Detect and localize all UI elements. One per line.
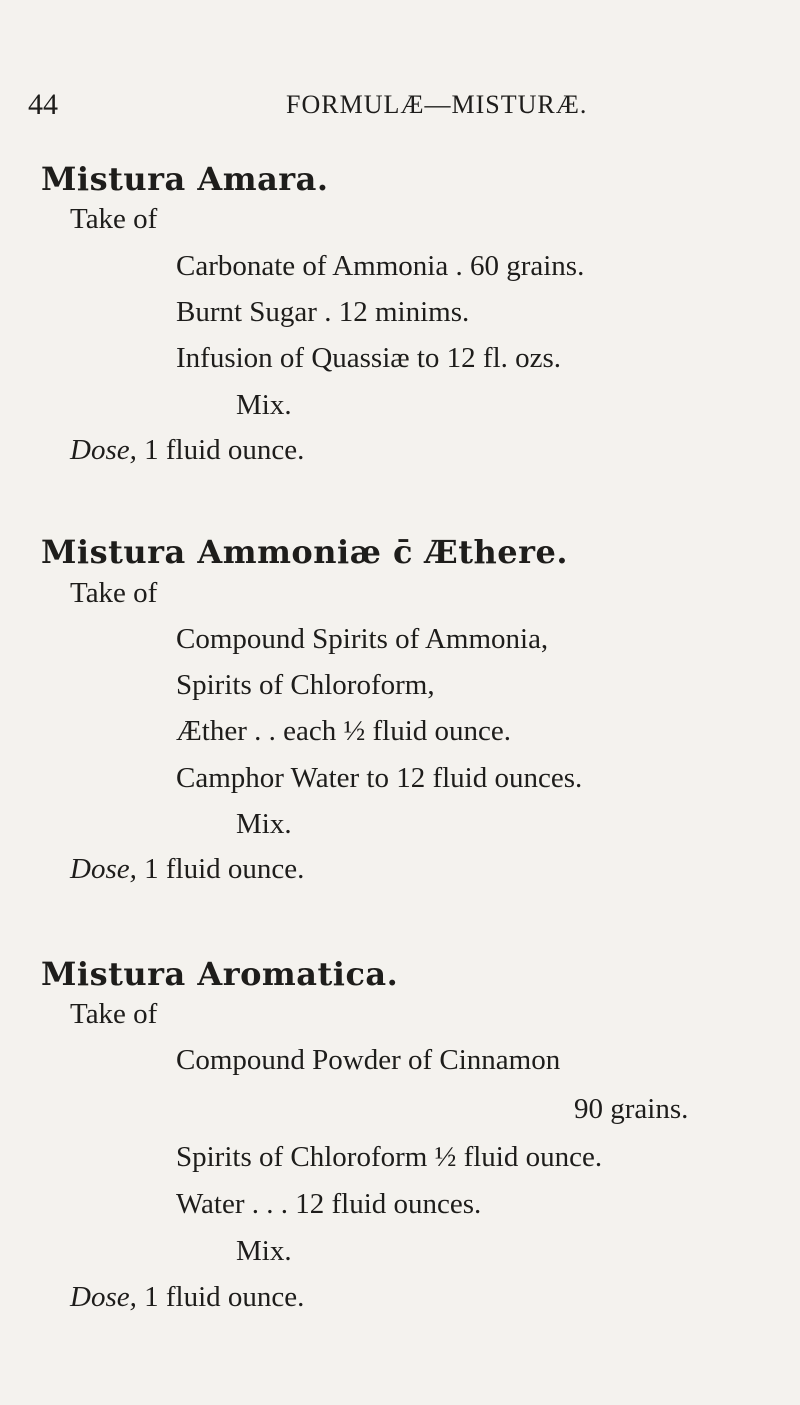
dose-label: Dose, <box>70 1281 137 1313</box>
recipe-title: Mistura Ammoniæ c̄ Æthere. <box>41 533 569 571</box>
dose-line <box>70 853 304 886</box>
dose-line <box>70 1281 304 1314</box>
dose-value: 1 fluid ounce. <box>144 434 305 466</box>
ingredient-quantity: 90 grains. <box>574 1093 689 1125</box>
mix-instruction: Mix. <box>236 1235 292 1267</box>
dose-line <box>70 434 304 467</box>
take-of-label: Take of <box>70 203 158 235</box>
mix-instruction: Mix. <box>236 808 292 840</box>
recipe-title: Mistura Aromatica. <box>41 955 399 993</box>
dose-label: Dose, <box>70 853 137 885</box>
ingredient-line: Burnt Sugar . 12 minims. <box>176 296 470 328</box>
running-head: FORMULÆ—MISTURÆ. <box>286 90 588 119</box>
take-of-label: Take of <box>70 998 158 1030</box>
take-of-label: Take of <box>70 577 158 609</box>
ingredient-line: Water . . . 12 fluid ounces. <box>176 1188 482 1220</box>
dose-value: 1 fluid ounce. <box>144 853 305 885</box>
ingredient-line: Carbonate of Ammonia . 60 grains. <box>176 250 585 282</box>
dose-label: Dose, <box>70 434 137 466</box>
page-header <box>28 88 768 128</box>
ingredient-line: Spirits of Chloroform ½ fluid ounce. <box>176 1141 603 1173</box>
ingredient-line: Camphor Water to 12 fluid ounces. <box>176 762 583 794</box>
ingredient-line: Spirits of Chloroform, <box>176 669 435 701</box>
ingredient-line: Compound Spirits of Ammonia, <box>176 623 549 655</box>
recipe-title: Mistura Amara. <box>41 160 329 198</box>
ingredient-line: Infusion of Quassiæ to 12 fl. ozs. <box>176 342 562 374</box>
mix-instruction: Mix. <box>236 389 292 421</box>
page-number: 44 <box>28 88 58 121</box>
dose-value: 1 fluid ounce. <box>144 1281 305 1313</box>
ingredient-line: Æther . . each ½ fluid ounce. <box>176 715 512 747</box>
ingredient-line: Compound Powder of Cinnamon <box>176 1044 561 1076</box>
